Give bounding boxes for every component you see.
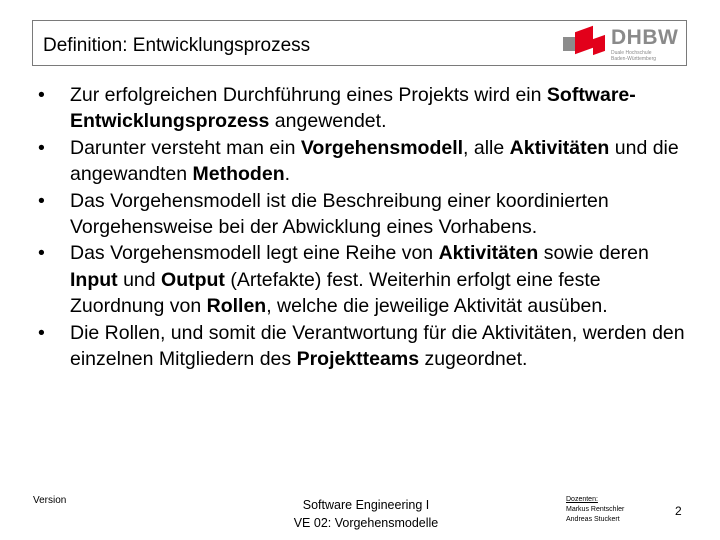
bullet-text-bold: Software-Entwicklungsprozess <box>70 84 636 133</box>
bullet-text: . <box>284 163 291 186</box>
logo-subtitle <box>611 50 681 62</box>
bullet-item <box>38 188 698 241</box>
bullet-item <box>38 135 698 188</box>
footer-course-unit: VE 02: Vorgehensmodelle <box>293 516 439 530</box>
logo-name: DHBW <box>611 26 679 49</box>
bullet-text: zugeordnet. <box>419 348 528 371</box>
bullet-text-bold: Output <box>161 268 225 291</box>
bullet-text: , welche die jeweilige Aktivität ausüben. <box>266 295 608 318</box>
logo-mark-red-shape <box>575 26 593 55</box>
footer-lecturer-2: Andreas Stuckert <box>566 516 620 523</box>
bullet-text: sowie deren <box>538 242 649 265</box>
slide-title: Definition: Entwicklungsprozess <box>43 35 311 56</box>
bullet-text: Die Rollen, und somit die Verantwortung für die Aktivitäten, werden den einzelnen Mitgliedern des <box>70 321 685 371</box>
bullet-text: (Artefakte) fest. Weiterhin erfolgt eine feste Zuordnung von <box>70 268 601 318</box>
bullet-list <box>38 82 698 372</box>
bullet-text-bold: Methoden <box>192 163 285 186</box>
bullet-text: angewendet. <box>269 110 387 133</box>
bullet-text-bold: Rollen <box>206 295 267 318</box>
footer-course-name: Software Engineering I <box>302 498 430 512</box>
bullet-marker: • <box>38 136 45 159</box>
bullet-text: Das Vorgehensmodell legt eine Reihe von <box>70 242 439 265</box>
footer-lecturers-label: Dozenten: <box>566 496 598 503</box>
bullet-marker: • <box>38 321 45 344</box>
bullet-marker: • <box>38 84 45 106</box>
bullet-text: Zur erfolgreichen Durchführung eines Projekts wird ein <box>70 84 547 106</box>
dhbw-logo <box>563 25 683 63</box>
bullet-text: und <box>117 268 162 291</box>
bullet-text-bold: Input <box>70 268 118 291</box>
bullet-item <box>38 320 698 373</box>
logo-mark-red-shape-small <box>593 35 605 55</box>
footer-lecturer-1: Markus Rentschler <box>566 506 625 513</box>
logo-subtitle-line1: Duale Hochschule <box>611 50 652 56</box>
title-box <box>32 20 687 66</box>
bullet-text-bold: Vorgehensmodell <box>300 136 464 159</box>
bullet-item <box>38 82 698 135</box>
bullet-text: und die angewandten <box>70 136 679 186</box>
footer-lecturers <box>566 495 624 525</box>
page-number: 2 <box>675 504 682 518</box>
footer-version: Version <box>33 495 67 506</box>
bullet-marker: • <box>38 242 45 265</box>
bullet-text-bold: Aktivitäten <box>438 242 539 265</box>
bullet-marker: • <box>38 189 45 212</box>
bullet-text-bold: Aktivitäten <box>509 136 610 159</box>
logo-subtitle-line2: Baden-Württemberg <box>611 56 657 62</box>
bullet-item <box>38 240 698 319</box>
footer-course <box>266 496 466 532</box>
bullet-text-bold: Projektteams <box>296 348 420 371</box>
bullet-text: Das Vorgehensmodell ist die Beschreibung einer koordinierten Vorgehensweise bei der Abwicklung eines Vorhabens. <box>70 189 609 239</box>
bullet-text: , alle <box>463 136 510 159</box>
bullet-text: Darunter versteht man ein <box>70 136 301 159</box>
